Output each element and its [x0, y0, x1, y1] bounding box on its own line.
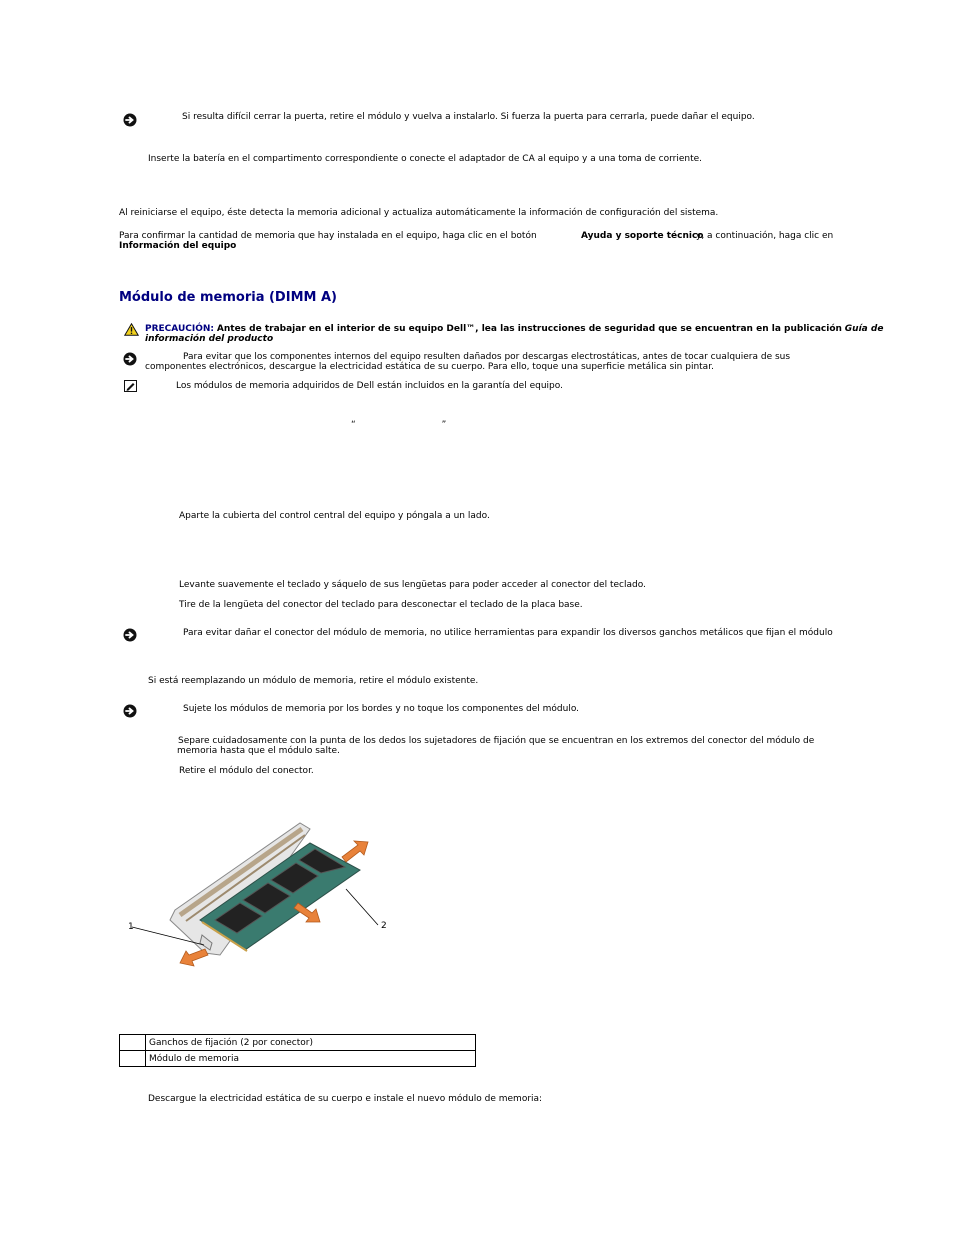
step-discharge-text: Descargue la electricidad estática de su cuerpo e instale el nuevo módulo de memoria:: [148, 1094, 543, 1104]
note-icon: [124, 380, 137, 392]
arrow-top-right: [342, 841, 368, 862]
caution-text-1: Antes de trabajar en el interior de su equipo Dell™, lea las instrucciones de seguridad que se encuentran en la publicación: [216, 324, 842, 334]
step-separate-line2: memoria hasta que el módulo salte.: [177, 746, 340, 756]
callout-2: 2: [381, 921, 387, 931]
table-row: [120, 1035, 476, 1051]
notice-icon: [123, 113, 137, 127]
caution-line1: [145, 324, 883, 334]
notice-edges-text: Sujete los módulos de memoria por los bordes y no toque los componentes del módulo.: [183, 704, 580, 714]
notice-icon: [123, 628, 137, 642]
legend-table: [119, 1034, 476, 1067]
note-warranty-text: Los módulos de memoria adquiridos de Dell están incluidos en la garantía del equipo.: [176, 381, 563, 391]
confirm-text-line1-tail: y, a continuación, haga clic en: [696, 231, 834, 241]
step-remove-text: Retire el módulo del conector.: [179, 766, 314, 776]
confirm-text-bold-1: Ayuda y soporte técnico: [581, 231, 704, 241]
legend-num: [120, 1051, 146, 1067]
step-pull-tab-text: Tire de la lengüeta del conector del teclado para desconectar el teclado de la placa base.: [179, 600, 583, 610]
restart-text: Al reiniciarse el equipo, éste detecta la memoria adicional y actualiza automáticamente la información de configuración del sistema.: [119, 208, 719, 218]
caution-label: PRECAUCIÓN:: [145, 324, 215, 334]
quote-close: ”: [441, 420, 447, 430]
confirm-text-line1: Para confirmar la cantidad de memoria que hay instalada en el equipo, haga clic en el botón: [119, 231, 537, 241]
legend-num: [120, 1035, 146, 1051]
caution-line2: información del producto: [145, 334, 274, 344]
step-insert-battery: Inserte la batería en el compartimento correspondiente o conecte el adaptador de CA al equipo y a una toma de corriente.: [148, 154, 703, 164]
caution-icon: [124, 323, 139, 336]
caution-text-italic: Guía de: [844, 324, 884, 334]
quote-open: “: [351, 420, 356, 430]
notice-icon: [123, 352, 137, 366]
legend-label: Módulo de memoria: [146, 1051, 476, 1067]
notice-door-text: Si resulta difícil cerrar la puerta, retire el módulo y vuelva a instalarlo. Si fuerza la puerta para cerrarla, puede dañar el equipo.: [182, 112, 755, 122]
notice-clips-text: Para evitar dañar el conector del módulo de memoria, no utilice herramientas para expandir los diversos ganchos metálicos que fijan el módulo: [183, 628, 833, 638]
step-lift-keyboard-text: Levante suavemente el teclado y sáquelo de sus lengüetas para poder acceder al conector del teclado.: [179, 580, 646, 590]
cross-reference-link[interactable]: [356, 420, 442, 430]
callout-1: 1: [128, 922, 134, 932]
legend-label: Ganchos de fijación (2 por conector): [146, 1035, 476, 1051]
memory-module-illustration: [120, 815, 400, 970]
step-replace-text: Si está reemplazando un módulo de memoria, retire el módulo existente.: [148, 676, 479, 686]
link-quote: [351, 420, 446, 430]
section-title: Módulo de memoria (DIMM A): [119, 290, 337, 305]
notice-esd-line2: componentes electrónicos, descargue la electricidad estática de su cuerpo. Para ello, toque una superficie metálica sin pintar.: [145, 362, 714, 372]
step-separate-line1: Separe cuidadosamente con la punta de los dedos los sujetadores de fijación que se encuentran en los extremos del conector del módulo de: [178, 736, 815, 746]
notice-esd-line1: Para evitar que los componentes internos del equipo resulten dañados por descargas electrostáticas, antes de tocar cualquiera de sus: [183, 352, 791, 362]
notice-icon: [123, 704, 137, 718]
step-cover-text: Aparte la cubierta del control central del equipo y póngala a un lado.: [179, 511, 490, 521]
table-row: [120, 1051, 476, 1067]
confirm-text-bold-2: Información del equipo: [119, 241, 237, 251]
arrow-bottom-left: [180, 949, 208, 966]
